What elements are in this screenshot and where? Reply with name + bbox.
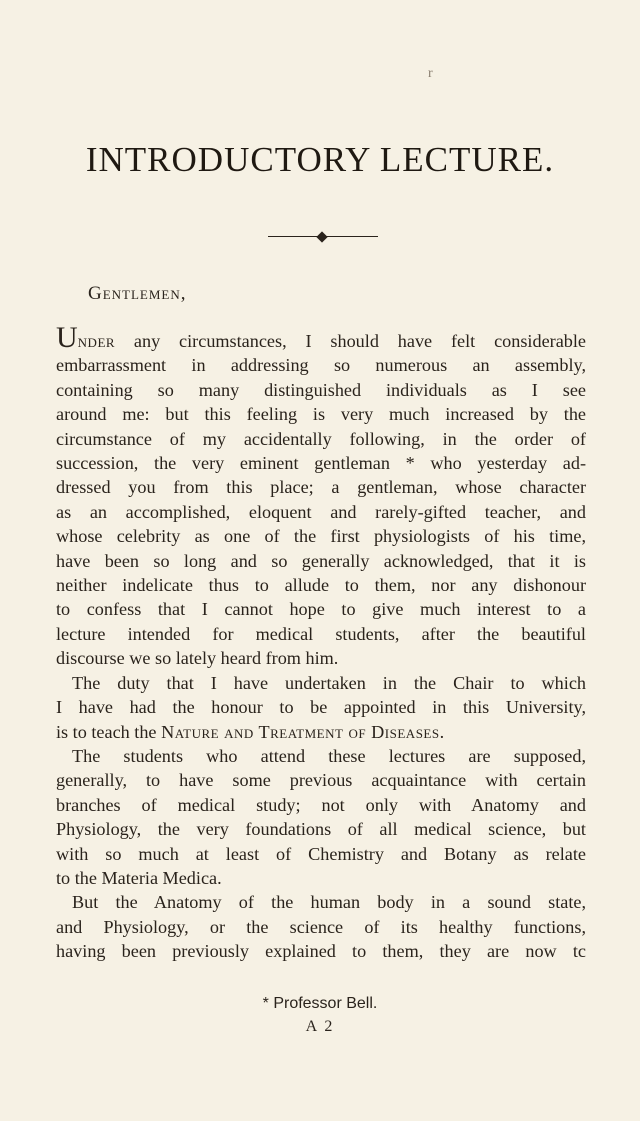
text-line: generally, to have some previous acquaintance with certain (56, 770, 586, 791)
text-line: But the Anatomy of the human body in a sound state, (72, 892, 586, 913)
text-line: having been previously explained to them, they are now tc (56, 941, 586, 962)
text-line: have been so long and so generally acknowledged, that it is (56, 550, 586, 571)
text-line: containing so many distinguished individuals as I see (56, 379, 586, 400)
text-line: with so much at least of Chemistry and Botany as relate (56, 843, 586, 864)
footnote: * Professor Bell. (262, 995, 378, 1012)
text-line-with-smallcaps (56, 720, 586, 744)
text-line: embarrassment in addressing so numerous an assembly, (56, 355, 586, 376)
text-line: neither indelicate thus to allude to them, nor any dishonour (56, 575, 586, 596)
salutation: Gentlemen, (88, 283, 187, 304)
text-line: to confess that I cannot hope to give much interest to a (56, 599, 586, 620)
diamond-ornament-icon (316, 231, 327, 242)
text-line: to the Materia Medica. (56, 867, 222, 888)
text-line: whose celebrity as one of the first physiologists of his time, (56, 526, 586, 547)
body-text (56, 321, 586, 964)
drop-cap: U (56, 321, 78, 354)
paragraph-1-first-line (56, 321, 586, 354)
text-line: branches of medical study; not only with Anatomy and (56, 794, 586, 815)
first-word-smallcaps: nder (77, 331, 116, 351)
text-line: circumstance of my accidentally following, in the order of (56, 428, 586, 449)
stray-mark: r (428, 66, 433, 81)
signature-mark: A 2 (305, 1018, 335, 1035)
text-line: succession, the very eminent gentleman * who yesterday ad- (56, 453, 586, 474)
ornamental-rule (268, 230, 378, 244)
text-line: around me: but this feeling is very much increased by the (56, 404, 586, 425)
text-line: The duty that I have undertaken in the Chair to which (72, 672, 586, 693)
page-title: INTRODUCTORY LECTURE. (85, 140, 555, 179)
text-line: as an accomplished, eloquent and rarely-gifted teacher, and (56, 501, 586, 522)
text-line: The students who attend these lectures are supposed, (72, 745, 586, 766)
text-line: lecture intended for medical students, after the beautiful (56, 623, 586, 644)
text-line: I have had the honour to be appointed in this University, (56, 697, 586, 718)
text-line: and Physiology, or the science of its healthy functions, (56, 916, 586, 937)
text-line: dressed you from this place; a gentleman, whose character (56, 477, 586, 498)
first-line-rest: any circumstances, I should have felt considerable (115, 331, 586, 351)
text-line: discourse we so lately heard from him. (56, 648, 339, 669)
text-line: Physiology, the very foundations of all medical science, but (56, 819, 586, 840)
text-segment: is to teach the (56, 721, 162, 742)
smallcaps-phrase: Nature and Treatment of Diseases. (161, 721, 445, 742)
